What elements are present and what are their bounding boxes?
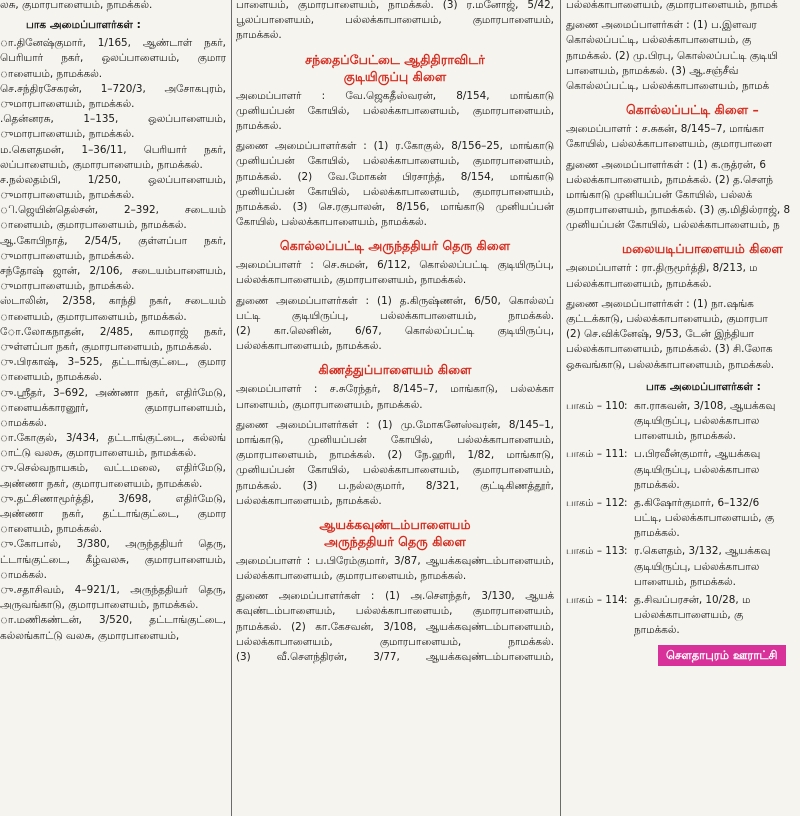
entry-line: ா.தினேஷ்குமார், 1/165, ஆண்டாள் நகர்,: [0, 37, 226, 50]
entry-line: குமாரபாளையம், நாமக்கல். (3) கு.மிதில்ராஜ், 8: [566, 204, 791, 217]
booth-line: ர.கௌதம், 3/132, ஆயக்கவு: [634, 545, 771, 558]
organizer-line: பாளையம், குமாரபாளையம், நாமக்கல்.: [236, 398, 423, 411]
booth-number: பாகம் – 114: [566, 595, 625, 606]
entry-line: ச.நல்லதம்பி, 1/250, ஒலப்பாளையம்,: [0, 173, 226, 186]
middle-column: [236, 0, 554, 816]
booth-line: த.கிஷோர்குமார், 6–132/6: [634, 496, 760, 509]
entry-line: ு.செல்வநாயகம், வட்டமலை, எதிர்மேடு,: [0, 462, 226, 475]
organizer-line: பல்லக்காபாளையம், குமாரபாளையம், நாமக்கல்.: [236, 570, 467, 583]
booth-organizers-heading: பாக அமைப்பாளர்கள் :: [646, 380, 761, 393]
booth-line: நாமக்கல்.: [634, 624, 680, 637]
assistants-line: மாங்காடு, முனியப்பன் கோயில், பல்லக்காபாளையம்,: [236, 433, 554, 446]
section-heading-line: அருந்ததியர் தெரு கிளை: [324, 533, 466, 549]
entry-line: ோ.லோகநாதன், 2/485, காமராஜ் நகர்,: [0, 325, 226, 338]
booth-lines: [634, 544, 800, 590]
booth-number: பாகம் – 111: [566, 449, 625, 461]
organizer-line: பல்லக்காபாளையம், நாமக்கல்.: [566, 277, 712, 290]
booth-line: குடியிருப்பு, பல்லக்காபால: [634, 414, 760, 427]
entry-line: ஸ்டாலின், 2/358, காந்தி நகர், சடையம்: [0, 295, 226, 308]
branch-section: [236, 51, 554, 231]
booth-colon: :: [624, 449, 628, 461]
booth-entry: [566, 447, 800, 493]
assistants-line: பல்லக்காபாளையம், நாமக்கல்.: [236, 340, 382, 353]
section-heading-line: கொல்லப்பட்டி அருந்ததியர் தெரு கிளை: [279, 238, 511, 254]
booth-lines: [634, 593, 800, 639]
entry-line: கல்லங்காட்டு வலசு, குமாரபாளையம்,: [0, 629, 180, 642]
organizer-line: ச.சுகன், 8/145–7, மாங்கா: [641, 123, 765, 136]
booth-line: பட்டி, பல்லக்காபாளையம், கு: [634, 512, 774, 525]
assistants-line: கோயில், பல்லக்காபாளையம், நாமக்கல்.: [236, 216, 427, 229]
entry-line: ஒசுவங்காடு, பல்லக்காபாளையம், நாமக்கல்.: [566, 358, 775, 371]
organizer-line-wrap: [236, 554, 554, 569]
assistants-line: முனியப்பன் கோயில், பல்லக்காபாளையம், குமாரபாளையம்,: [236, 464, 554, 477]
entry-line: ு.தட்சிணாமூர்த்தி, 3/698, எதிர்மேடு,: [0, 492, 226, 505]
entry-line: ட்டாங்குட்டை, கீழ்வலசு, குமாரபாளையம்,: [0, 553, 226, 566]
assistants-line: கவுண்டம்பாளையம், பல்லக்காபாளையம், குமாரபாளையம்,: [236, 605, 554, 618]
entry-line: ு.பிரகாஷ், 3–525, தட்டாங்குட்டை, குமார: [0, 356, 226, 369]
booth-line: கா.ராகவன், 3/108, ஆயக்கவு: [634, 399, 776, 412]
booth-number: பாகம் – 113: [566, 546, 625, 558]
entry-line: சந்தோஷ் ஜான், 2/106, சடையம்பாளையம்,: [0, 265, 226, 277]
entry-line: ா.கோகுல், 3/434, தட்டாங்குட்டை, கல்லங்: [0, 432, 226, 445]
assistants-line: நாமக்கல். (3) ப.நல்லகுமார், 8/321, குட்டிகிணத்தூர்,: [236, 479, 554, 492]
booth-line: குடியிருப்பு, பல்லக்காபால: [634, 463, 760, 476]
organizer-label: அமைப்பாளர் :: [236, 259, 314, 272]
assistants-label: துணை அமைப்பாளர்கள் :: [566, 297, 690, 310]
section-heading-line: குடியிருப்பு கிளை: [343, 68, 447, 84]
organizer-label: அமைப்பாளர் :: [566, 123, 639, 136]
assistants-line: முனியப்பன் கோயில், பல்லக்காபாளையம், குமாரபாளையம்,: [236, 155, 554, 168]
branch-section: [236, 516, 554, 665]
entry-line: ாளையம், குமாரபாளையம், நாமக்கல்.: [0, 219, 187, 232]
booth-entry: [566, 399, 800, 445]
entry-line: அண்ணா நகர், தட்டாங்குட்டை, குமார: [0, 508, 226, 520]
booth-number: பாகம் – 112: [566, 497, 625, 509]
booth-lines: [634, 399, 800, 445]
intro-line: பூலப்பாளையம், பல்லக்காபாளையம், குமாரபாளையம்,: [236, 14, 554, 27]
organizer-line: வே.ஜெகதீஸ்வரன், 8/154, மாங்காடு: [345, 89, 554, 102]
assistants-line: (2) கா.லெனின், 6/67, கொல்லப்பட்டி குடியிருப்பு,: [236, 325, 554, 337]
section-heading: மலையடிப்பாளையம் கிளை: [622, 241, 783, 257]
entry-line: அருவங்காடு, குமாரபாளையம், நாமக்கல்.: [0, 599, 199, 612]
assistants-label: துணை அமைப்பாளர்கள் :: [566, 158, 690, 171]
entry-line: முனியப்பன் கோயில், பல்லக்காபாளையம், ந: [566, 219, 780, 232]
organizer-line: ரா.திருமூர்த்தி, 8/213, ம: [641, 262, 758, 275]
entry-line: ுமாரபாளையம், நாமக்கல்.: [0, 128, 135, 141]
left-column: [0, 0, 226, 816]
assistants-line: பட்டி குடியிருப்பு, பல்லக்காபாளையம், நாமக்கல்.: [236, 309, 554, 322]
booth-line: பாளையம், நாமக்கல்.: [634, 575, 736, 588]
section-banner: சௌதாபுரம் ஊராட்சி: [658, 645, 786, 666]
entry-line: ாமக்கல்.: [0, 568, 47, 581]
entry-line: ு.சதாசிவம், 4–921/1, அருந்ததியர் தெரு,: [0, 583, 226, 596]
entry-line: ா.மணிகண்டன், 3/520, தட்டாங்குட்டை,: [0, 614, 226, 627]
entry-line: ாளையம், குமாரபாளையம், நாமக்கல்.: [0, 310, 187, 323]
organizer-line: கோயில், பல்லக்காபாளையம், குமாரபாளை: [566, 138, 772, 151]
assistants-label: துணை அமைப்பாளர்கள் :: [236, 294, 370, 307]
organizer-line-wrap: [236, 89, 554, 104]
column-divider: [231, 0, 232, 816]
entry-line: ுமாரபாளையம், நாமக்கல்.: [0, 249, 135, 262]
entry-line: (2) செ.விக்னேஷ், 9/53, டேன் இந்தியா: [566, 328, 754, 341]
entry-line: செ.சந்திரசேகரன், 1–720/3, அசோகபுரம்,: [0, 82, 226, 95]
booth-lines: [634, 447, 800, 493]
section-heading-line: சந்தைப்பேட்டை ஆதிதிராவிடர்: [305, 51, 485, 67]
assistants-line: (1) நா.ஷங்க: [692, 297, 754, 310]
intro-line: நாமக்கல்.: [236, 29, 282, 42]
assistants-line: (1) க.ருத்ரன், 6: [692, 158, 766, 171]
section-heading: கொல்லப்பட்டி கிளை –: [626, 102, 759, 118]
assistants-line-wrap: [236, 589, 554, 604]
assistants-label: துணை அமைப்பாளர்கள் :: [566, 19, 690, 32]
booth-lines: [634, 496, 800, 542]
organizer-line: ப.பிரேம்குமார், 3/87, ஆயக்கவுண்டம்பாளையம்,: [315, 554, 554, 567]
assistants-line: (3) வீ.சௌந்திரன், 3/77, ஆயக்கவுண்டம்பாளையம்,: [236, 651, 554, 663]
entry-line: அண்ணா நகர், குமாரபாளையம், நாமக்கல்.: [0, 477, 203, 490]
middle-sections: [236, 51, 554, 666]
organizer-line: முனியப்பன் கோயில், பல்லக்காபாளையம், குமாரபாளையம்,: [236, 104, 554, 117]
branch-section: [236, 361, 554, 509]
section-heading-line: கிணத்துப்பாளையம் கிளை: [318, 362, 472, 378]
booth-list: [566, 399, 800, 639]
entry-line: ம.கௌதமன், 1–36/11, பெரியார் நகர்,: [0, 143, 226, 156]
entry-line: மாங்காடு முனியப்பன் கோயில், பல்லக்: [566, 188, 753, 201]
section-heading: [236, 51, 554, 85]
assistants-line-wrap: [236, 294, 554, 309]
assistants-line: (1) அ.சௌந்தர், 3/130, ஆயக்: [385, 590, 554, 603]
booth-entry: [566, 496, 800, 542]
entry-line: ாளையக்காரனூர், குமாரபாளையம்,: [0, 401, 226, 414]
entry-line: ி.ஜெயின்தெல்சன், 2–392, சடையம்: [0, 204, 226, 217]
entry-line: லப்பாளையம், குமாரபாளையம், நாமக்கல்.: [0, 158, 203, 171]
booth-colon: :: [624, 400, 628, 412]
booth-colon: :: [624, 546, 628, 558]
entry-line: ுமாரபாளையம், நாமக்கல்.: [0, 97, 135, 110]
entry-line: ுள்ளப்பா நகர், குமாரபாளையம், நாமக்கல்.: [0, 340, 212, 353]
booth-line: ப.பிரவீன்குமார், ஆயக்கவு: [634, 448, 761, 461]
entry-line: குட்டக்காடு, பல்லக்காபாளையம், குமாரபா: [566, 313, 768, 325]
assistants-line: (1) மு.மோகனேஸ்வரன், 8/145–1,: [377, 418, 554, 431]
entry-line: ாளையம், நாமக்கல்.: [0, 371, 103, 384]
assistants-line: பல்லக்காபாளையம், குமாரபாளையம், நாமக்கல்.: [236, 635, 554, 648]
branch-section: [236, 237, 554, 354]
assistants-line: (1) ர.கோகுல், 8/156–25, மாங்காடு: [373, 140, 554, 153]
assistants-line: நாமக்கல். (2) வே.மோகன் பிரசாந்த், 8/154, மாங்காடு: [236, 170, 554, 183]
middle-intro: [236, 0, 554, 44]
intro-line: பல்லக்காபாளையம், குமாரபாளையம், நாமக்: [566, 0, 778, 11]
booth-organizers-heading: பாக அமைப்பாளர்கள் :: [26, 19, 141, 32]
column-divider: [560, 0, 561, 816]
organizer-line-wrap: [236, 382, 554, 397]
assistants-line: நாமக்கல். (3) செ.ரகுபாலன், 8/156, மாங்காடு முனியப்பன்: [236, 200, 554, 213]
assistants-line-wrap: [236, 418, 554, 433]
entry-line: ாளையம், நாமக்கல்.: [0, 67, 103, 80]
organizer-line: செ.சுமன், 6/112, கொல்லப்பட்டி குடியிருப்பு,: [322, 259, 554, 272]
organizer-label: அமைப்பாளர் :: [236, 383, 318, 396]
entry-line: ு.கோபால், 3/380, அருந்ததியர் தெரு,: [0, 538, 226, 551]
entry-line: நாமக்கல். (2) மு.பிரபு, கொல்லப்பட்டி குடியி: [566, 49, 778, 62]
assistants-line: பல்லக்காபாளையம், நாமக்கல்.: [236, 494, 382, 507]
entry-line: கொல்லப்பட்டி, பல்லக்காபாளையம், கு: [566, 34, 752, 47]
right-column: [566, 0, 800, 816]
organizer-line: பல்லக்காபாளையம், குமாரபாளையம், நாமக்கல்.: [236, 274, 467, 287]
assistants-line: குமாரபாளையம், நாமக்கல். (2) நே.ஹரி, 1/82, மாங்காடு,: [236, 449, 554, 462]
right-block-1: [566, 18, 800, 94]
entry-line: ாமக்கல்.: [0, 416, 47, 429]
entry-line: பல்லக்காபாளையம், நாமக்கல். (2) த.சௌந்: [566, 173, 773, 186]
assistants-line: (1) த.கிருஷ்ணன், 6/50, கொல்லப்: [377, 294, 554, 307]
booth-line: குடியிருப்பு, பல்லக்காபால: [634, 560, 760, 573]
assistants-line: நாமக்கல். (2) கா.கேசவன், 3/108, ஆயக்கவுண்டம்பாளையம்,: [236, 620, 554, 633]
assistants-line-wrap: [236, 139, 554, 154]
booth-line: நாமக்கல்.: [634, 478, 680, 491]
booth-entry: [566, 544, 800, 590]
assistants-label: துணை அமைப்பாளர்கள் :: [236, 418, 370, 431]
assistants-label: துணை அமைப்பாளர்கள் :: [236, 590, 375, 603]
entry-line: பாளையம், நாமக்கல். (3) ஆ.சஞ்சீவ்: [566, 64, 739, 77]
entry-line: .தென்னரசு, 1–135, ஒலப்பாளையம்,: [0, 113, 226, 126]
entry-line: ாளையம், நாமக்கல்.: [0, 523, 103, 536]
booth-entry: [566, 593, 800, 639]
organizer-label: அமைப்பாளர் :: [236, 554, 311, 567]
entry-line: பெரியார் நகர், ஒலப்பாளையம், குமார: [0, 52, 226, 65]
organizer-line: ச.சுரேந்தர், 8/145–7, மாங்காடு, பல்லக்கா: [329, 383, 554, 396]
entry-line: ஆ.கோபிநாத், 2/54/5, குள்ளப்பா நகர்,: [0, 234, 226, 247]
assistants-line: முனியப்பன் கோயில், பல்லக்காபாளையம், குமாரபாளையம்,: [236, 185, 554, 198]
entry-line: ுமாரபாளையம், நாமக்கல்.: [0, 189, 135, 202]
entry-line: கொல்லப்பட்டி, பல்லக்காபாளையம், நாமக்: [566, 79, 770, 92]
organizer-line-wrap: [236, 258, 554, 273]
booth-colon: :: [624, 595, 628, 606]
entry-line: ு.ஸ்ரீதர், 3–692, அண்ணா நகர், எதிர்மேடு,: [0, 386, 226, 399]
booth-line: பல்லக்காபாளையம், கு: [634, 609, 744, 622]
organizer-line: நாமக்கல்.: [236, 119, 282, 132]
intro-line: லசு, குமாரபாளையம், நாமக்கல்.: [0, 0, 153, 11]
section-heading: [236, 516, 554, 550]
section-heading: [236, 237, 554, 254]
organizer-label: அமைப்பாளர் :: [236, 89, 326, 102]
booth-line: பாளையம், நாமக்கல்.: [634, 430, 736, 443]
entry-line: பல்லக்காபாளையம், நாமக்கல். (3) சி.லோக: [566, 343, 773, 356]
left-column-lines: [0, 36, 226, 644]
booth-colon: :: [624, 497, 628, 509]
booth-number: பாகம் – 110: [566, 400, 625, 412]
intro-line: பாளையம், குமாரபாளையம், நாமக்கல். (3) ர.மனோஜ், 5/42,: [236, 0, 554, 11]
entry-line: ாட்டு வலசு, குமாரபாளையம், நாமக்கல்.: [0, 447, 197, 460]
entry-line: ுமாரபாளையம், நாமக்கல்.: [0, 280, 135, 293]
section-heading: [236, 361, 554, 378]
booth-line: நாமக்கல்.: [634, 527, 680, 540]
assistants-line: (1) ப.இளவர: [692, 19, 757, 32]
assistants-label: துணை அமைப்பாளர்கள் :: [236, 140, 367, 153]
organizer-label: அமைப்பாளர் :: [566, 262, 639, 275]
booth-line: த.சிவப்பரசன், 10/28, ம: [634, 594, 751, 606]
section-heading-line: ஆயக்கவுண்டம்பாளையம்: [319, 516, 471, 532]
